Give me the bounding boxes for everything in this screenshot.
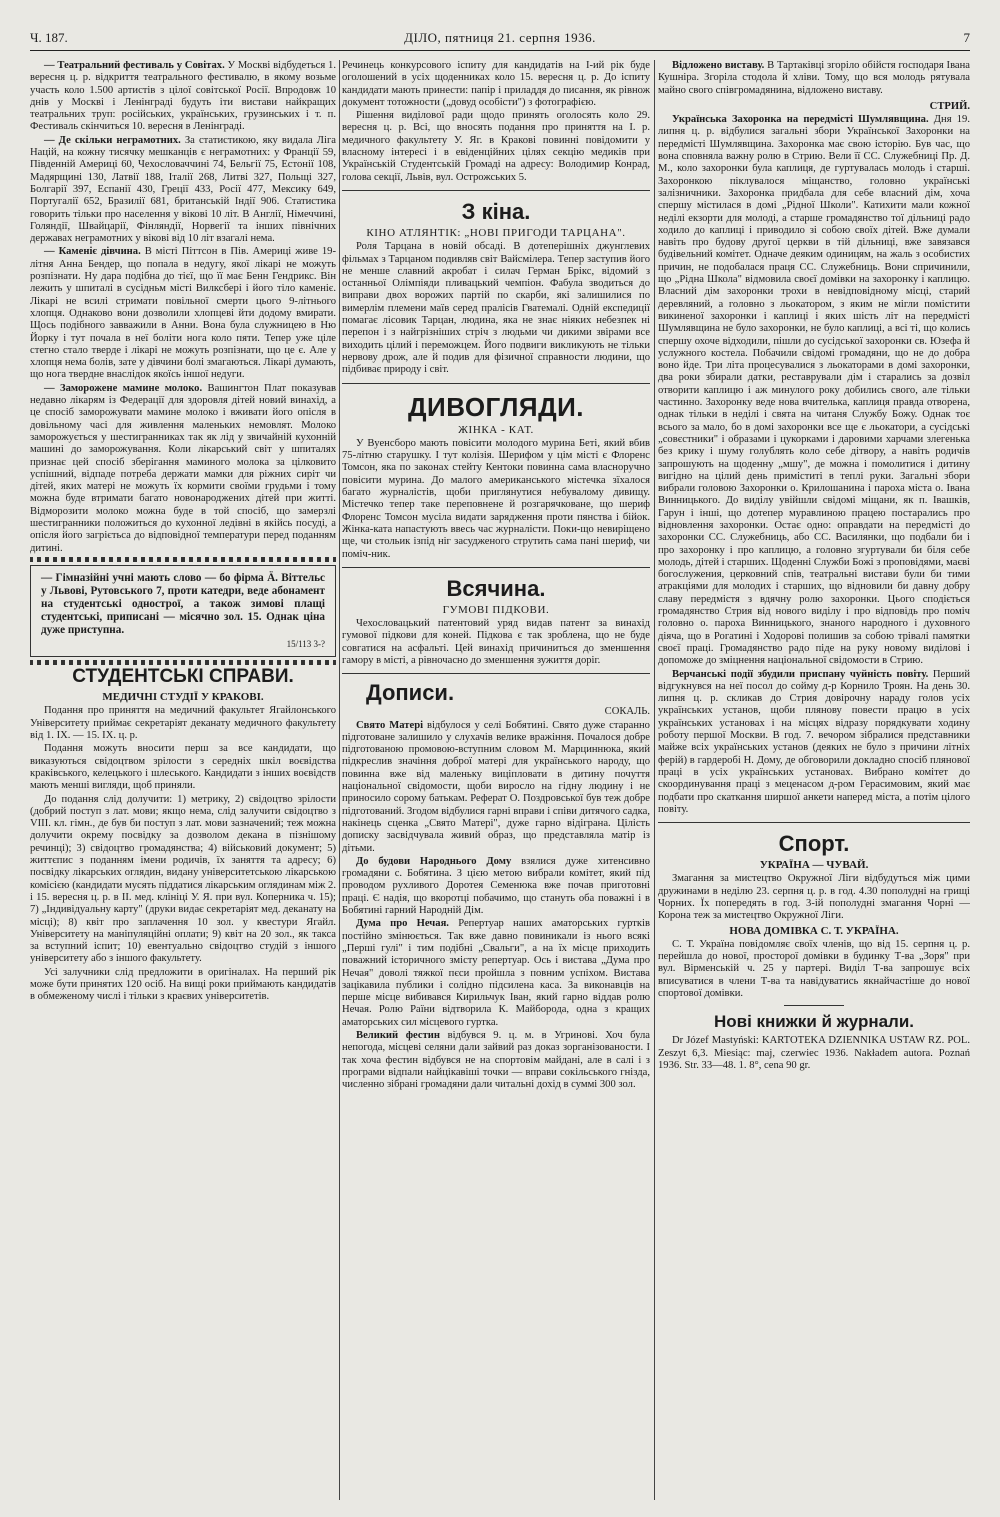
paragraph: До подання слід долучити: 1) метрику, 2) свідоцтво зрілости (добрий поступ з лат. мови; якщо нема, слід залучити свідоцтво з VIII. кл. гімн., де був би поступ з лат. мови зазначений; теж можна долучити окрему посвідку за дозволом декана в пізнішому речинці); 3) свідоцтво громадянства; 4) військовий документ; 5) життєпис з поданням імени родичів, їх заняття та адресу; 6) посвідку лікарських оглядин, видану університетською лікарською комісією (кандидати мусять піддатися лікарським оглядинам між 2. і 15. вересня ц. р. в II. мед. клініці У. Я. при вул. Коперника ч. 15); 7) „Індивідуальну карту" (друки видає секретаріят мед. деканату на місці); 8) квіт про заплачення 10 зол. у квестури Ягайл. Університету на маніпуляційні оплати; 9) квіт на 20 зол., як такса за вступний іспит; 10) евентуально свідоцтво студій з іншого університету або з іншого факультету. (30, 793, 336, 965)
section-divider (342, 190, 650, 191)
report-text: відбувся 9. ц. м. в Угринові. Хоч була непогода, місцеві селяни дали зайвий раз доказ зорганізованости. І так хоча фестин відбувся не на спортовім майдані, але в салі і з програми відпали найцікавіші точки — вправи сокільського гнізда, численно зібрані громадяни дали читальні дохід в суммі 300 зол. (342, 1030, 650, 1091)
column-divider (339, 60, 340, 1500)
dateline: СОКАЛЬ. (604, 706, 650, 718)
article-lead: — Каменіє дівчина. (44, 246, 141, 258)
paragraph: Dr Józef Mastyński: KARTOTEKA DZIENNIKA USTAW RZ. POL. Zeszyt 6,3. Miesiąc: maj, czerwiec 1936. Nakładem autora. Poznań 1936. Str. 33—48. 1. 8°, cena 90 gr. (658, 1035, 970, 1071)
article-text: У Москві відбудеться 1. вересня ц. р. відкриття театрального фестивалю, в якому возьме участь коло 1.500 артистів з цілої совітської Росії. Впродовж 10 днів у Москві і Ленінграді будуть іти вистави найкращих театральних труп: російських, українських, грузинських і т. п. Фестиваль скінчиться 10. вересня в Ленінграді. (30, 60, 336, 133)
article-lead: — Театральний фестиваль у Совітах. (44, 60, 225, 71)
column-divider (654, 60, 655, 1500)
dateline: СТРИЙ. (929, 100, 970, 112)
section-heading-correspondence: Дописи. (366, 680, 455, 706)
report (658, 669, 970, 817)
article-text: Вашингтон Плат показував недавно лікарям із Федерації для здоровля дітей новий винахід, а це спосіб заморожувати мамине молоко і вживати його опісля в довільному часі для живлення маленьких немовлят. Молоко заморожується у шестигранниках так як лід у звичайній кухонній машині до заморожування. Коли лікарський світ у шпиталях признає цей спосіб зберігання маминого молока за цілковито успішний, відпаде потреба держати мамки для ріжних сиріт чи дітей, яких матері не можуть їх кормити своїми грудьми і тому можна буде втримати багато новонароджених дітей при житті. Відморозити молоко можна буде в той спосіб, що замерзлі шестигранники положиться до кухонної ледівні в якійсь посуді, а опісля його загрієтьса до відповідної температури перед поданням дитині. (30, 382, 336, 554)
report-text: Перший відгукнувся на неї посол до сойму д-р Корнило Троян. На день 30. липня ц. р. скликав до Стрия довірочну нараду голов усіх українських установ, щоби плянову повести працю в усіх українських установах і на місцях відразу порядкувати ходину роботу першої Москви. В год. 7. вечором зібралися представники майже всіх українських установ (деяких не було з причини літніх ферій) в гардеробі Н. Дому, де обговорили докладно спосіб плянової праці в усіх українських установах. Вибрано комітет до скоординування праці з меценасом д-ром Герасимовим, який має подбати про скаткання ширшої анкети наперед міста, а потім цілого повіту. (658, 668, 970, 815)
paragraph: Рішення виділової ради щодо принять оголосять коло 29. вересня ц. р. Всі, що вносять подання про приняття на I. р. медичного факультету У. Яг. в Кракові повинні повідомити у власному інтересі і в евіденційних цілях секцію медиків при Українській Студентській Громаді на адресу: Володимир Конрад, голова секції, Львів, вул. Острожських 5. (342, 110, 650, 183)
section-heading-cinema: З кіна. (461, 198, 531, 224)
advertisement-text: — Гімназійні учні мають слово — бо фірма Ä. Віттельс у Львові, Рутовського 7, проти катедри, веде абонамент на студентські однострої, а також зимові плащі студентські, приписані — місячно зол. 15. Однак ціна дуже приступна. (41, 571, 325, 636)
article-frozen-milk (30, 383, 336, 555)
paragraph: Подання про приняття на медичний факультет Ягайлонського Університету приймає секретаріят деканату медичного факультету від 1. IX. — 15. IX. ц. р. (30, 705, 336, 742)
section-subheading: ГУМОВІ ПІДКОВИ. (442, 603, 550, 616)
column-3 (658, 60, 970, 1500)
page-number: 7 (963, 30, 970, 45)
section-divider (342, 383, 650, 384)
section-subheading: ЖІНКА - КАТ. (458, 423, 534, 436)
report-text: Репертуар наших аматорських гуртків постійно змінюється. Так вже давно повиникали із нього всякі „Перші гулі" і тим подібні „Свальги", а на їх місце приходить поважний історичного змісту репертуар. Ось і вистава „Дума про Нечая" доволі тяжкої пєси пройшла з повним успіхом. Вистава зацікавила публики і солідно підсилена каса. За виконавців на перше місце вибивався Кирильчук Іван, який гарно віддав ролю Нечая. Ролю Раїни відтворила К. Майборода, одна з кращих аматорських сил місцевого гуртка. (342, 918, 650, 1028)
article-lead: — Де скільки неграмотних. (44, 134, 181, 146)
report (342, 856, 650, 917)
report-text: В Тартаківці згоріло обійстя господаря Івана Кушніра. Згоріла стодола й хліви. Тому, що вся молодь рятувала майно свого співгромадянина, відложено виставу. (658, 60, 970, 96)
paragraph: Усі залучники слід предложити в оригіналах. На перший рік може бути принятих 120 осіб. На вищі роки приймають кандидатів в обмеженому числі і тільки з краєвих університетів. (30, 966, 336, 1003)
section-heading-sport: Спорт. (778, 831, 850, 857)
masthead-date: ДІЛО, пятниця 21. серпня 1936. (404, 30, 596, 45)
section-subheading: КІНО АТЛЯНТІК: „НОВІ ПРИГОДИ ТАРЦАНА". (366, 226, 626, 239)
section-subheading: НОВА ДОМІВКА С. Т. УКРАЇНА. (729, 924, 899, 937)
section-divider (342, 567, 650, 568)
report-text: відбулося у селі Бобятині. Свято дуже старанно підготоване залишило у слухачів велике вражіння. Почалося добре підготованою промовою-вступним словом М. Марциннюка, який підкреслив значіння доброї матері для українського народу, що повинна вже від маленьку виціпловати в дитину почуття національної свідомости, щоби виросло на гідну людину і не приносило сорому батькам. Реферат О. Поздровської був теж добре підготований. Згодом відбулися гарні вправи і співи дитячого садка, накінець сценка „Свято Матері", дуже гарно відіграна. Цілість дописку засвідчувала живий образ, що представляла матір із дітьми. (342, 719, 650, 854)
report-lead: Дума про Нечая. (356, 918, 449, 930)
report-text: взялися дуже хитенсивно громадяни с. Бобятина. З цією метою вибрали комітет, який під проводом рухливого Доротея Семенюка вже почав приготовні праці. Є надія, що вкоротці побачимо, що стануть оба поважні і в Бобятині гарний Народній Дім. (342, 855, 650, 917)
report-lead: До будови Народнього Дому (356, 855, 512, 867)
page-header (30, 28, 970, 51)
paragraph: Роля Тарцана в новій обсаді. В дотеперішніх джунглевих фільмах з Тарцаном подивляв світ Вайсмілера. Тепер заступив його не менше славний акробат і силач Герман Брікс, відомий з останньої Олімпіяди пливацький чемпіон. Фабула зводиться до виправи двох ворожих партій по скарби, які залишилися по вимерлім племени маїв серед пралісів Гватемалі. Одній експедиції помагає лісовик Тарцан, людина, яка не знає ніяких небезпек ні перепон і з найгрізніших стріч з людьми чи дикими звірами все виходить цілий і переможцем. Його подвиги викликують не тільки нервову дрож, але й подив для фізичної справности людини, що підбиває природу і світ. (342, 241, 650, 376)
column-2 (342, 60, 650, 1500)
section-heading-miscellany: Всячина. (446, 575, 546, 601)
article-lead: — Заморожене мамине молоко. (44, 382, 203, 394)
article-illiteracy (30, 135, 336, 246)
paragraph: Змагання за мистецтво Окружної Ліги відбудуться між цими дружинами в неділю 23. серпня ц. р. в год. 4.30 пополудні на грищі Чорних. Їх попередять в год. 3-ій пополудні змагання Чорні — Корона теж за мистецтво Окружної Ліги. (658, 873, 970, 922)
advertisement-code: 15/113 3-? (286, 638, 325, 649)
paragraph: У Вуенсборо мають повісити молодого мурина Беті, який вбив 75-літню старушку. І тут колізія. Шерифом у цім місті є Флоренс Томсон, яка по законах стейту Кентоки повинна сама власноручно повісити мурина. До малого американського містечка зїхалося багато журналістів, щоби приглянутися небувалому дивищу. Містечко тепер таке переповнене й розгарячковане, що шериф Флоренс Томсон мусіла видати зарядження проти пянства і бійок. Жінка-ката напастують ввесь час журналісти. Поки-що невиріщено ще, чи стольик ізпід ніг засудженого струтить сама пані шериф, чи поміч-ник. (342, 437, 650, 560)
report-lead: Свято Матері (356, 719, 424, 731)
section-divider (784, 1005, 844, 1006)
article-text: В місті Піттсон в Пів. Америці живе 19-літня Анна Бендер, що попала в недугу, якої лікарі не можуть розпізнати. Ну дара подібна до тієї, що її має Бенн Гендрикс. Він лежить у шпиталі в сусідньм місті Вилксбері і його тіло каменіє. Лікарі не всилі стримати повільної смерти цього 9-літнього хлопця. Однаково вони дозволили хлопцеві йти додому вмирати. Щось подібного завважили в Анни. Вона була служницею в Ню Йорку і тут почала в неї боліти нога коло пяти. Тепер уже ціле стегно стало тверде і лікарі не можуть розпізнати, що це є. Але у хлопця нема болів, зате у дівчини болі змагаються. Лікарі думають, що нога твердне внаслідок якоїсь іншої недуги. (30, 246, 336, 381)
section-subheading: МЕДИЧНІ СТУДІЇ У КРАКОВІ. (102, 691, 264, 704)
report-lead: Верчанські події збудили приспану чуйність повіту. (672, 668, 929, 680)
report-lead: Українська Захоронка на передмісті Шумлявщина. (672, 114, 929, 126)
report (658, 60, 970, 97)
section-heading-student-affairs: СТУДЕНТСЬКІ СПРАВИ. (72, 666, 294, 688)
issue-number: Ч. 187. (30, 30, 68, 45)
report-lead: Відложено виставу. (672, 60, 765, 71)
section-divider (342, 673, 650, 674)
section-subheading: УКРАЇНА — ЧУВАЙ. (759, 859, 869, 872)
column-1 (30, 60, 336, 1500)
paragraph: Подання можуть вносити перш за все кандидати, що виказуються свідоцтвом зрілости з середніх шкіл воєвідства краківського, келецького і шлеського. Кандидати з інших воєвідств мають менші вигляди, щоб приняли. (30, 743, 336, 792)
section-heading-curiosities: ДИВОГЛЯДИ. (407, 391, 585, 422)
report-text: Дня 19. липня ц. р. відбулися загальні збори Української Захоронки на передмісті Шумлявщина. Захоронка має свою історію. Був час, що вона сповняла важну ролю в Стрию. Вели її СС. Служебниці Пр. Д. М., коло захоронки була каплиця, де гуртувалась молодь і старші. Захоронкою піклувалося міщанство, головно українські залізничники. Захоронка придбала для себе власний дім, хоча спершу містилася в домі „Рідної Школи". Катихити мали кожної неділі екзорти для молоді, а старше громадянство тої дільниці радо ходило до каплиці і приводило зі собою своїх дітей. Вже думали навіть про будову другої церкви в тій дільниці, вже завязався будівельний комітет. Одначе деяким одиницям, на жаль з особистих причин, не подобалася праця СС. Служебниць. Вони спричинили, що „Рідна Школа" відмовила своєї домівки на захоронку і каплицю. Власний дім захоронки трохи в невідповідному місці, старий деревляний, а головно з льокатором, з яким не мігли помістити викиненої захоронки і каплиці і яких шість літ на передмісті Шумлявщина не було захоронки, не було каплиці, а всі ті, що колись спершу охоче відходили, пішли до сусідської захоронки св. Юзефа й услужного костела. Побачили свідомі громадяни, що не до добра воно йде. Три літа процесувалися з льокаторами в домі захоронки, два роки збирали датки, реставрували дім і старались за дозвіл отворити каплицю і аж минулого року добились свого, але тільки частинно. Захоронку веде нова вчителька, каплиця правда отворена, однак тільки в неділі і свята на читаня Службу Божу. Однак тоє всього за мало, бо в домі захоронки все ще є льокатори, а сусідські „совєстники" і образами і цукорками і даровими харчами злегенька без крику і шуму голублять коло себе дітвору, а навіть родичів запрошують на щоденну „мшу", де можна і помолитися і дитину вигідно на цілий день приміститі в теплі руки. Загальні збори вибрали головою Захоронки о. Крилошанина і пароха міста о. Івана Винницького. До виділу увійшли свідомі міщани, як п. Івашків, Гарун і інші, що дотепер муравлиною працею постарались про відновлення захоронки. Остає одно: оправдати на передмісті до захоронки СС. Служебниць, або СС. Василянки, що подбали би і про захоронку і про каплицю, а головно згуртували би біля себе молодь, дітей і старших. Щоденні Служби Божі з проповідями, маєві богослужения, церковний спів, театральні вистави були би тими атракціями для молодих і старших, що відновили би давну добру славу передмістя з вдячну ролю захоронки. Цього сподіється громадянство Стрия від нового виділу і про відповідь про поміч головно о. пароха Винницького, знаного народного і духовного діяча, що в Рогатині і Ходорові полишив за собою трівалі памятки своєї праці. Громадянство радо піде на руку новому виділові і допоможе до зміцнення національної свідомости в Стрию. (658, 114, 970, 667)
report (342, 918, 650, 1029)
paragraph: С. Т. Україна повідомляє своїх членів, що від 15. серпня ц. р. перейшла до нової, просторої домівки в будинку Т-ва „Зоря" при вул. Вірменській ч. 25 у партері. Виділ Т-ва запрошує всіх вписуватися в члени Т-ва та навідуватись якнайчастіше до нової спортової домівки. (658, 938, 970, 1000)
report (342, 1030, 650, 1091)
section-divider (658, 822, 970, 823)
report (658, 114, 970, 667)
paragraph: Чехословацький патентовий уряд видав патент за винахід гумової підкови для коней. Підкова є так зроблена, що не буде совгатися на асфальті. Цей винахід причиниться до зменшення гамору в місті, а рівночасно до зменшення зужиття доріг. (342, 618, 650, 666)
report (342, 720, 650, 855)
article-theatre-festival (30, 60, 336, 134)
article-petrifying-girl (30, 246, 336, 381)
paragraph: Речинець конкурсового іспиту для кандидатів на I-ий рік буде оголошений в усіх щоденниках коло 15. вересня ц. р. До іспиту кандидати мають принести: папір і приладдя до писання, як рівнож документ тотожности („довуд особісти") з фотографією. (342, 60, 650, 108)
article-text: За статистикою, яку видала Ліга Націй, на кожну тисячку мешканців є неграмотних: у Франції 59, Південній Америці 60, Чехословаччині 74, Бельгії 75, Естонії 108, Мадярщині 130, Латвії 188, Італії 268, Литві 327, Польщі 327, Болгарії 397, Еспанії 430, Греції 433, Росії 477, Мексику 649, Португалії 652, Бразилії 681, британській Індії 906. Статистика говорить тільки про населення у вікові 10 літ. В Англії, Німеччині, Голяндії, Швайцарії, Фінляндії, Норвегії та інших північних державах неграмотних у вікові від 10 літ взагалі нема. (30, 134, 336, 245)
report-lead: Великий фестин (356, 1030, 440, 1041)
section-heading-new-books: Нові книжки й журнали. (713, 1012, 915, 1032)
advertisement-box (30, 565, 336, 657)
